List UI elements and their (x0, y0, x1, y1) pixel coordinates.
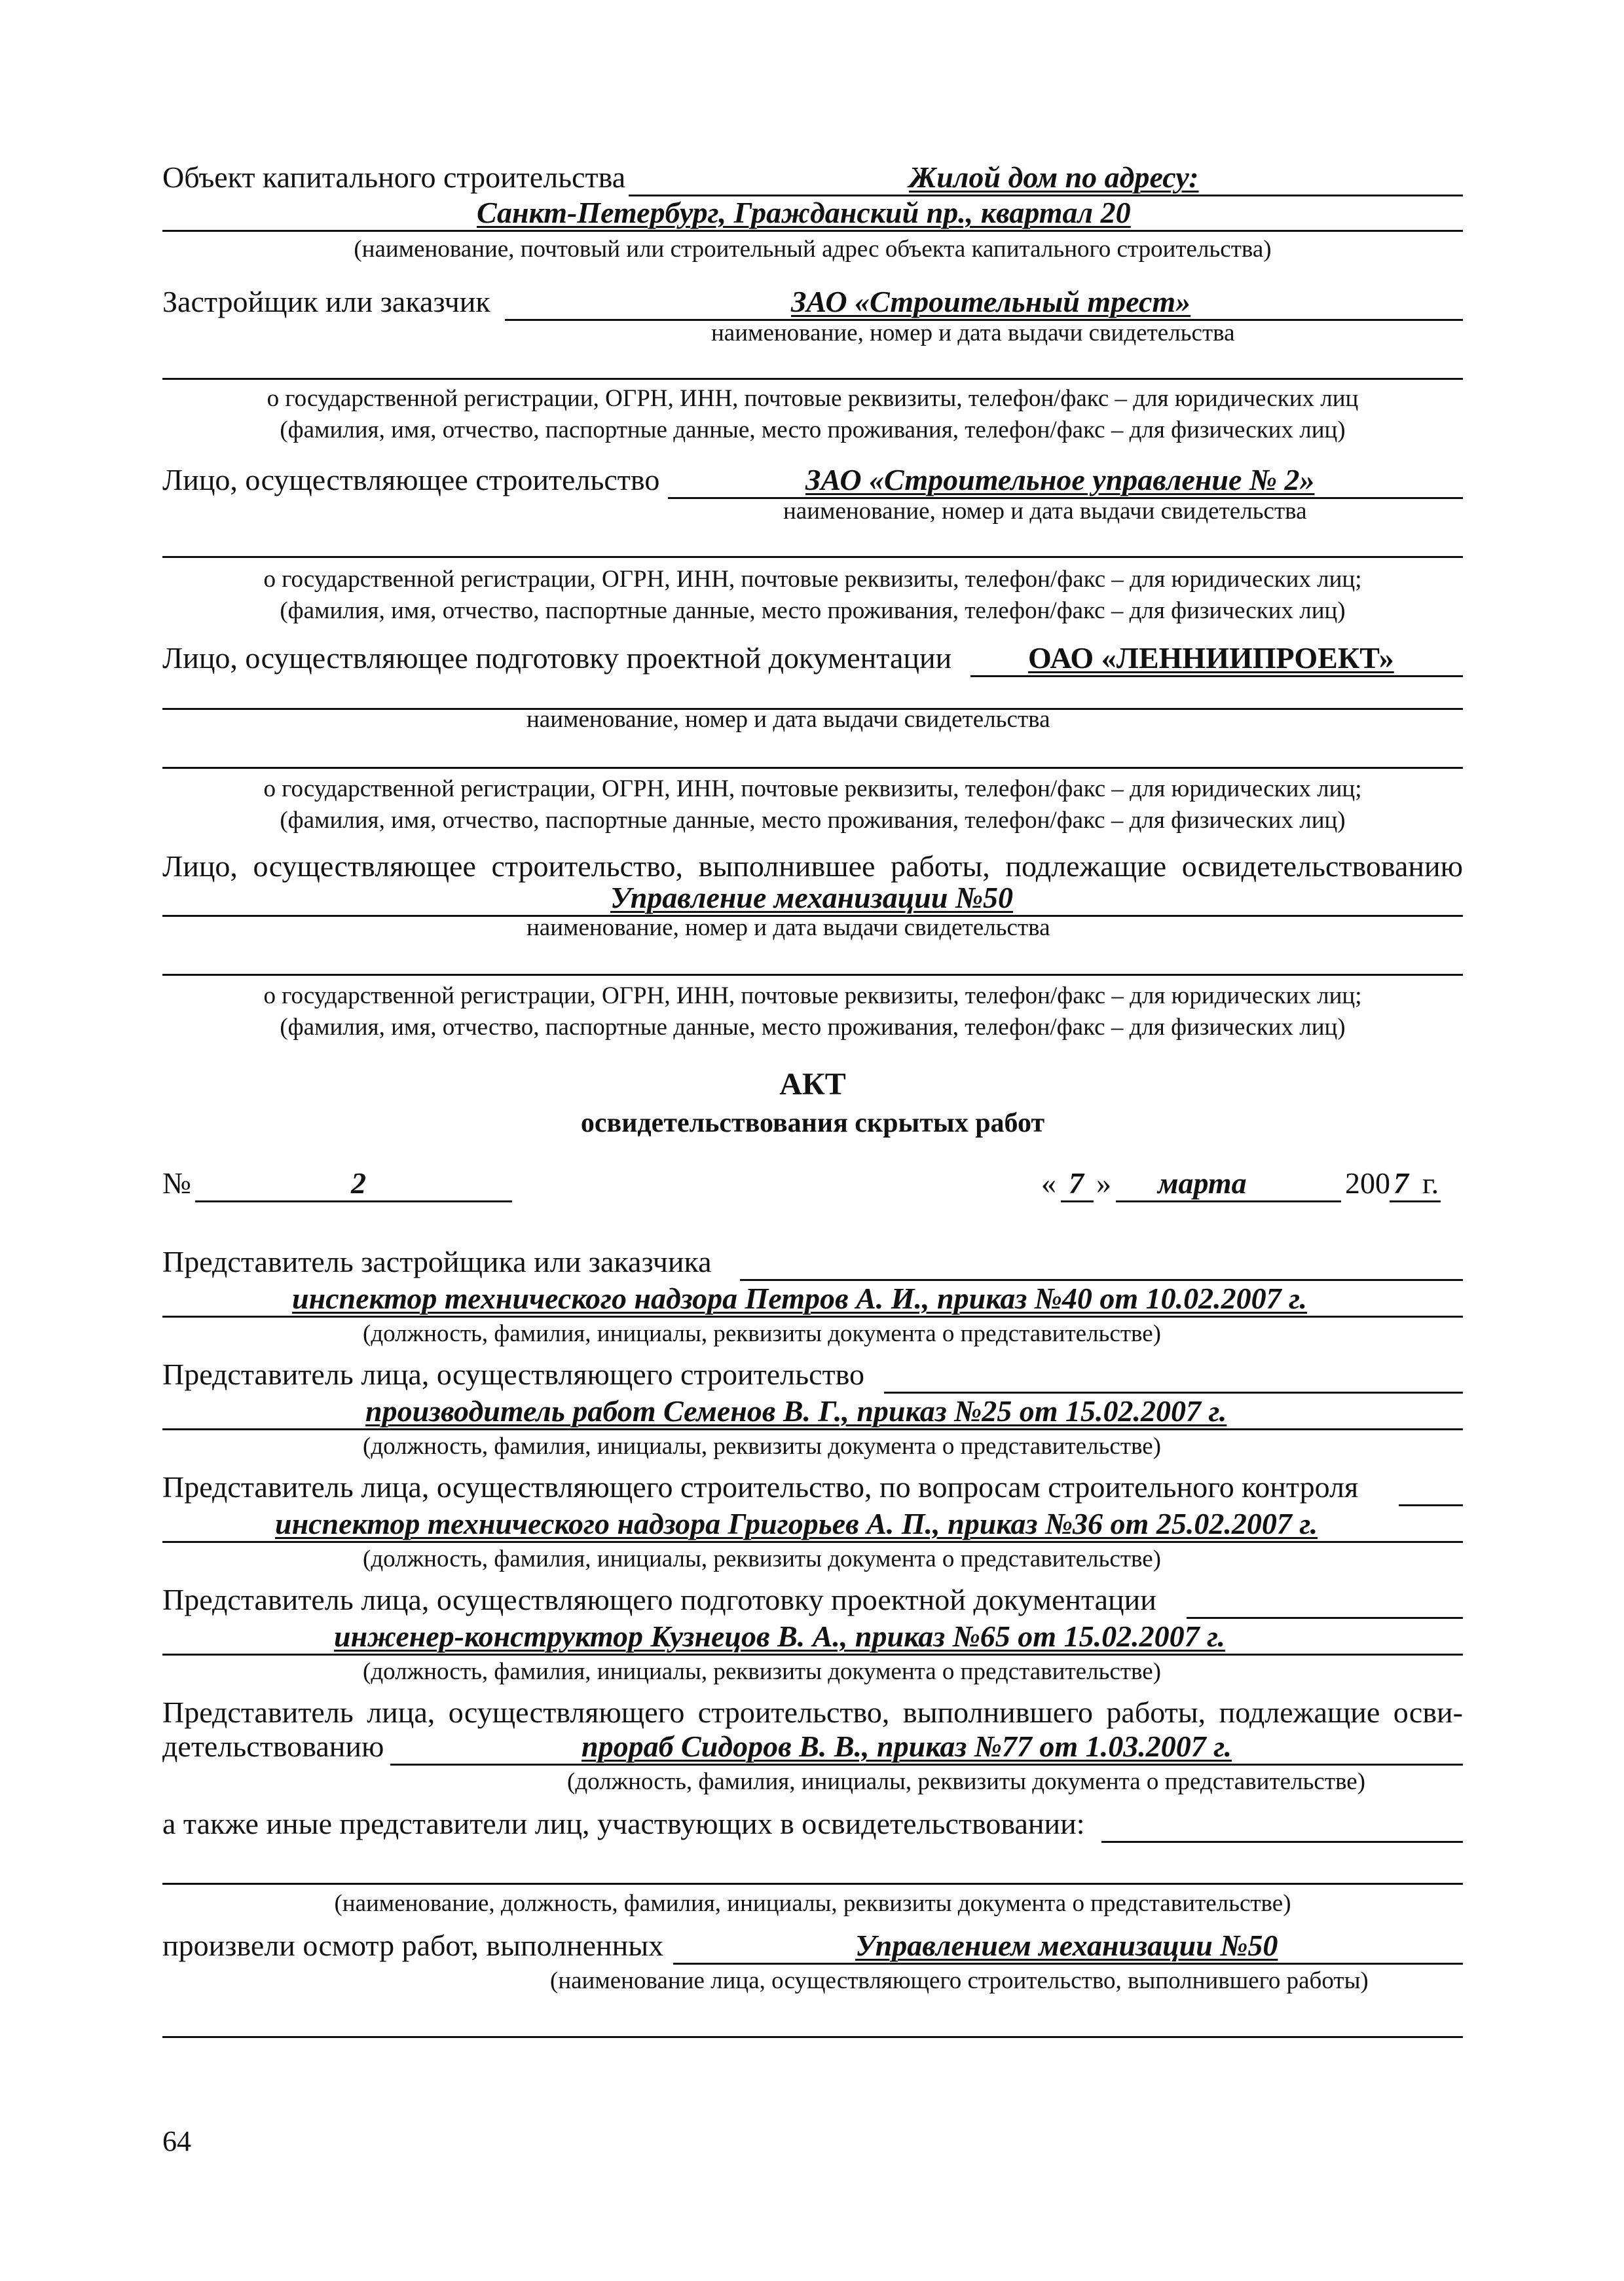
rep-performer-caption: (должность, фамилия, инициалы, реквизиты документа о представительстве) (567, 1768, 1365, 1795)
object-row (162, 160, 1463, 196)
rep-performer-label-2: детельствованию (162, 1730, 384, 1763)
designer-value: ОАО «ЛЕННИИПРОЕКТ» (1028, 641, 1394, 675)
designer-blank-row-2 (162, 732, 1463, 769)
act-day-value: 7 (1069, 1166, 1084, 1200)
rep-control-row (162, 1470, 1463, 1506)
act-number-underline (195, 1200, 512, 1202)
rep-performer-value: прораб Сидоров В. В., приказ №77 от 1.03.2007 г. (581, 1730, 1232, 1763)
rep-builder-value-underline (162, 1428, 1463, 1430)
others-blank-line (162, 1883, 1463, 1885)
inspection-underline (673, 1963, 1463, 1965)
act-year-prefix: 200 (1345, 1166, 1390, 1200)
act-month-value: марта (1158, 1166, 1247, 1200)
designer-blank-row (162, 673, 1463, 710)
builder-value: ЗАО «Строительное управление № 2» (805, 463, 1315, 496)
builder-caption-1: наименование, номер и дата выдачи свидетельства (783, 498, 1307, 525)
performer-value: Управление механизации №50 (610, 881, 1014, 914)
inspection-blank-row (162, 2001, 1463, 2038)
rep-control-value-underline (162, 1541, 1463, 1543)
developer-label: Застройщик или заказчик (162, 285, 490, 318)
builder-blank-row (162, 521, 1463, 558)
rep-builder-caption: (должность, фамилия, инициалы, реквизиты документа о представительстве) (363, 1433, 1161, 1460)
others-blank-row (162, 1848, 1463, 1885)
builder-caption-3: (фамилия, имя, отчество, паспортные данные, место проживания, телефон/факс – для физических лиц) (280, 597, 1346, 624)
object-value-line2: Санкт-Петербург, Гражданский пр., квартал 20 (477, 196, 1131, 229)
rep-builder-label: Представитель лица, осуществляющего строительство (162, 1358, 865, 1391)
performer-caption-1: наименование, номер и дата выдачи свидетельства (526, 914, 1050, 941)
act-year-underline (1390, 1200, 1441, 1202)
others-row (162, 1806, 1463, 1843)
object-underline-2 (162, 230, 1463, 232)
performer-blank-row (162, 939, 1463, 976)
object-row-2 (162, 195, 1463, 232)
inspection-row (162, 1928, 1463, 1965)
act-number-date-row (162, 1166, 1463, 1202)
rep-design-value-underline (162, 1654, 1463, 1656)
developer-blank-row (162, 343, 1463, 380)
rep-performer-underline (390, 1764, 1463, 1766)
inspection-value: Управлением механизации №50 (855, 1929, 1278, 1962)
designer-caption-1: наименование, номер и дата выдачи свидетельства (526, 706, 1050, 733)
rep-design-caption: (должность, фамилия, инициалы, реквизиты документа о представительстве) (363, 1658, 1161, 1685)
inspection-caption: (наименование лица, осуществляющего строительство, выполнившего работы) (550, 1967, 1369, 1994)
developer-blank-line (162, 378, 1463, 380)
act-title: АКТ (779, 1067, 846, 1102)
rep-control-value-row (162, 1506, 1463, 1543)
act-number-value: 2 (351, 1166, 366, 1200)
act-month-underline (1116, 1200, 1341, 1202)
inspection-blank-line (162, 2036, 1463, 2038)
object-value-line1: Жилой дом по адресу: (909, 160, 1199, 194)
designer-label: Лицо, осуществляющее подготовку проектной документации (162, 641, 952, 675)
performer-caption-3: (фамилия, имя, отчество, паспортные данные, место проживания, телефон/факс – для физических лиц) (280, 1014, 1346, 1041)
act-day-open-quote: « (1041, 1166, 1056, 1200)
act-day-underline (1061, 1200, 1094, 1202)
rep-developer-value-row (162, 1281, 1463, 1318)
rep-design-value: инженер-конструктор Кузнецов В. А., приказ №65 от 15.02.2007 г. (334, 1620, 1225, 1653)
act-subtitle: освидетельствования скрытых работ (580, 1108, 1045, 1138)
rep-performer-row (162, 1695, 1463, 1732)
object-label: Объект капитального строительства (162, 160, 626, 194)
rep-design-label: Представитель лица, осуществляющего подготовку проектной документации (162, 1583, 1156, 1616)
rep-design-row (162, 1582, 1463, 1619)
performer-value-row (162, 880, 1463, 917)
rep-developer-row (162, 1244, 1463, 1281)
rep-performer-label-1: Представитель лица, осуществляющего строительство, выполнившего работы, подлежащие осви- (162, 1696, 1463, 1729)
rep-control-caption: (должность, фамилия, инициалы, реквизиты документа о представительстве) (363, 1546, 1161, 1572)
developer-caption-1: наименование, номер и дата выдачи свидетельства (711, 320, 1235, 346)
act-year-suffix: г. (1422, 1166, 1439, 1200)
others-label: а также иные представители лиц, участвующих в освидетельствовании: (162, 1807, 1085, 1840)
builder-label: Лицо, осуществляющее строительство (162, 463, 660, 496)
rep-developer-value: инспектор технического надзора Петров А. И., приказ №40 от 10.02.2007 г. (292, 1282, 1308, 1315)
rep-developer-label: Представитель застройщика или заказчика (162, 1245, 712, 1278)
performer-blank-line (162, 974, 1463, 976)
act-day-close-quote: » (1096, 1166, 1111, 1200)
rep-developer-value-underline (162, 1316, 1463, 1318)
builder-row (162, 462, 1463, 499)
developer-caption-3: (фамилия, имя, отчество, паспортные данные, место проживания, телефон/факс – для физических лиц) (280, 417, 1346, 443)
rep-control-value: инспектор технического надзора Григорьев А. П., приказ №36 от 25.02.2007 г. (275, 1507, 1318, 1540)
designer-blank-line-2 (162, 767, 1463, 769)
rep-control-label: Представитель лица, осуществляющего строительство, по вопросам строительного контроля (162, 1470, 1359, 1504)
designer-caption-2: о государственной регистрации, ОГРН, ИНН, почтовые реквизиты, телефон/факс – для юридических лиц; (263, 775, 1362, 802)
developer-caption-2: о государственной регистрации, ОГРН, ИНН, почтовые реквизиты, телефон/факс – для юридических лиц (267, 385, 1359, 412)
designer-caption-3: (фамилия, имя, отчество, паспортные данные, место проживания, телефон/факс – для физических лиц) (280, 807, 1346, 834)
rep-builder-value-row (162, 1394, 1463, 1430)
developer-row (162, 284, 1463, 321)
performer-label: Лицо, осуществляющее строительство, выполнившее работы, подлежащие освидетельствованию (162, 849, 1463, 883)
designer-row (162, 640, 1463, 677)
rep-design-value-row (162, 1619, 1463, 1656)
rep-performer-row-2 (162, 1729, 1463, 1766)
performer-caption-2: о государственной регистрации, ОГРН, ИНН, почтовые реквизиты, телефон/факс – для юридических лиц; (263, 982, 1362, 1009)
object-caption: (наименование, почтовый или строительный адрес объекта капитального строительства) (354, 236, 1272, 263)
others-caption: (наименование, должность, фамилия, инициалы, реквизиты документа о представительстве) (334, 1890, 1291, 1917)
act-number-sign: № (162, 1166, 191, 1200)
builder-blank-line (162, 556, 1463, 558)
inspection-label: произвели осмотр работ, выполненных (162, 1929, 664, 1962)
act-year-value: 7 (1393, 1166, 1409, 1200)
rep-builder-value: производитель работ Семенов В. Г., приказ №25 от 15.02.2007 г. (365, 1394, 1227, 1428)
page-number: 64 (162, 2125, 191, 2157)
others-underline (1101, 1841, 1463, 1843)
rep-builder-row (162, 1357, 1463, 1394)
rep-developer-caption: (должность, фамилия, инициалы, реквизиты документа о представительстве) (363, 1320, 1161, 1347)
developer-value: ЗАО «Строительный трест» (791, 285, 1191, 318)
builder-caption-2: о государственной регистрации, ОГРН, ИНН, почтовые реквизиты, телефон/факс – для юридических лиц; (263, 566, 1362, 593)
